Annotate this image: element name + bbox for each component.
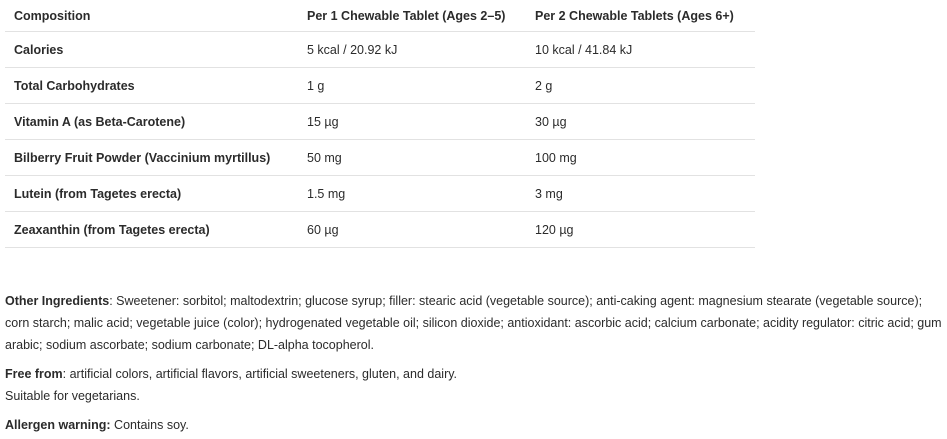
row-per-1: 60 µg	[298, 212, 526, 248]
row-per-1: 50 mg	[298, 140, 526, 176]
free-from-label: Free from	[5, 367, 63, 381]
row-per-2: 120 µg	[526, 212, 755, 248]
table-row	[5, 212, 755, 248]
row-per-2: 10 kcal / 41.84 kJ	[526, 32, 755, 68]
header-composition: Composition	[5, 0, 298, 32]
header-per-2-tablets: Per 2 Chewable Tablets (Ages 6+)	[526, 0, 755, 32]
row-name: Total Carbohydrates	[5, 68, 298, 104]
row-name: Zeaxanthin (from Tagetes erecta)	[5, 212, 298, 248]
product-notes	[5, 290, 945, 436]
row-per-1: 5 kcal / 20.92 kJ	[298, 32, 526, 68]
free-from	[5, 363, 945, 385]
table-header-row	[5, 0, 755, 32]
row-per-1: 1.5 mg	[298, 176, 526, 212]
row-per-2: 30 µg	[526, 104, 755, 140]
header-per-1-tablet: Per 1 Chewable Tablet (Ages 2–5)	[298, 0, 526, 32]
other-ingredients	[5, 290, 945, 356]
vegetarian-note: Suitable for vegetarians.	[5, 389, 140, 403]
table-row	[5, 32, 755, 68]
row-per-1: 1 g	[298, 68, 526, 104]
row-per-1: 15 µg	[298, 104, 526, 140]
allergen-text: Contains soy.	[110, 418, 189, 432]
allergen-warning	[5, 414, 945, 436]
row-name: Vitamin A (as Beta-Carotene)	[5, 104, 298, 140]
table-row	[5, 176, 755, 212]
other-ingredients-text: : Sweetener: sorbitol; maltodextrin; glucose syrup; filler: stearic acid (vegetable source); anti-caking agent: magnesium stearate (vegetable source); corn starch; malic acid; vegetable juice (color); hydrogenated vegetable oil; silicon dioxide; antioxidant: ascorbic acid; calcium carbonate; acidity regulator: citric acid; gum arabic; sodium ascorbate; sodium carbonate; DL-alpha tocopherol.	[5, 294, 942, 352]
table-row	[5, 68, 755, 104]
row-name: Bilberry Fruit Powder (Vaccinium myrtillus)	[5, 140, 298, 176]
row-name: Lutein (from Tagetes erecta)	[5, 176, 298, 212]
row-per-2: 2 g	[526, 68, 755, 104]
row-per-2: 3 mg	[526, 176, 755, 212]
row-name: Calories	[5, 32, 298, 68]
other-ingredients-label: Other Ingredients	[5, 294, 110, 308]
table-row	[5, 104, 755, 140]
row-per-2: 100 mg	[526, 140, 755, 176]
nutrition-table	[5, 0, 755, 248]
table-row	[5, 140, 755, 176]
allergen-label: Allergen warning:	[5, 418, 111, 432]
free-from-text: : artificial colors, artificial flavors, artificial sweeteners, gluten, and dairy.	[62, 367, 458, 381]
